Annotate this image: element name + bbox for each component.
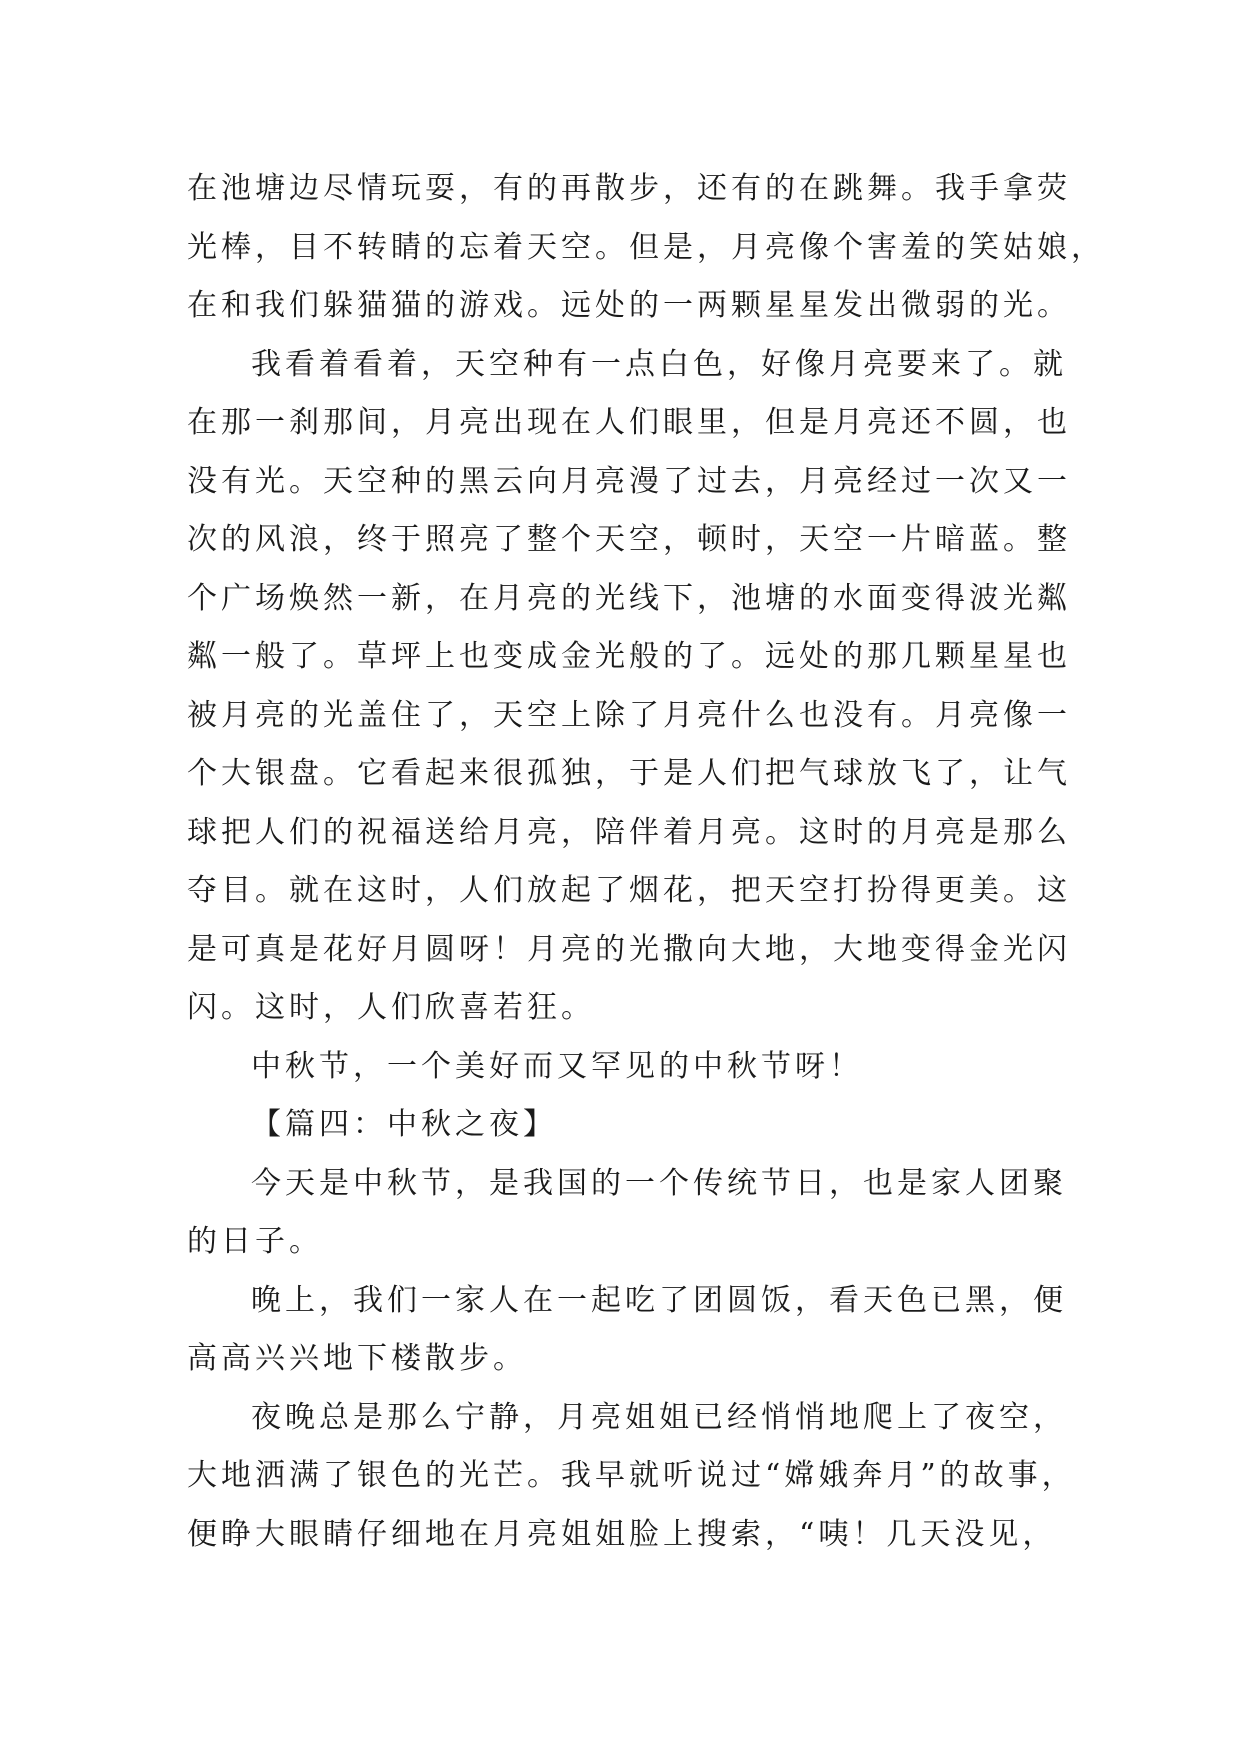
text-line: 被月亮的光盖住了，天空上除了月亮什么也没有。月亮像一 [187,697,1071,733]
text-line: 【篇四：中秋之夜】 [251,1107,557,1142]
text-line: 在和我们躲猫猫的游戏。远处的一两颗星星发出微弱的光。 [187,288,1071,323]
text-line: 个大银盘。它看起来很孤独，于是人们把气球放飞了，让气 [187,756,1071,791]
text-line: 次的风浪，终于照亮了整个天空，顿时，天空一片暗蓝。整 [187,522,1071,557]
text-line: 中秋节，一个美好而又罕见的中秋节呀！ [251,1048,863,1084]
text-line: 的日子。 [187,1224,323,1259]
text-line: 粼一般了。草坪上也变成金光般的了。远处的那几颗星星也 [187,639,1071,674]
text-line: 没有光。天空种的黑云向月亮漫了过去，月亮经过一次又一 [187,463,1071,499]
text-line: 我看着看着，天空种有一点白色，好像月亮要来了。就 [251,346,1067,382]
text-line: 在那一刹那间，月亮出现在人们眼里，但是月亮还不圆，也 [187,405,1071,440]
text-line: 晚上，我们一家人在一起吃了团圆饭，看天色已黑，便 [251,1282,1067,1318]
text-line: 夺目。就在这时，人们放起了烟花，把天空打扮得更美。这 [187,873,1071,908]
text-line: 夜晚总是那么宁静，月亮姐姐已经悄悄地爬上了夜空， [251,1399,1067,1435]
text-line: 光棒，目不转睛的忘着天空。但是，月亮像个害羞的笑姑娘， [187,229,1105,265]
text-line: 今天是中秋节，是我国的一个传统节日，也是家人团聚 [251,1165,1067,1201]
text-line: 球把人们的祝福送给月亮，陪伴着月亮。这时的月亮是那么 [187,814,1071,850]
text-line: 个广场焕然一新，在月亮的光线下，池塘的水面变得波光粼 [187,580,1071,616]
body-text [187,160,1105,1564]
text-line: 在池塘边尽情玩耍，有的再散步，还有的在跳舞。我手拿荧 [187,171,1071,206]
text-line: 高高兴兴地下楼散步。 [187,1341,527,1376]
text-line: 便睁大眼睛仔细地在月亮姐姐脸上搜索，“咦！几天没见， [187,1516,1057,1552]
text-line: 是可真是花好月圆呀！月亮的光撒向大地，大地变得金光闪 [187,931,1071,967]
text-line: 大地洒满了银色的光芒。我早就听说过“嫦娥奔月”的故事， [187,1458,1076,1493]
text-line: 闪。这时，人们欣喜若狂。 [187,990,595,1025]
